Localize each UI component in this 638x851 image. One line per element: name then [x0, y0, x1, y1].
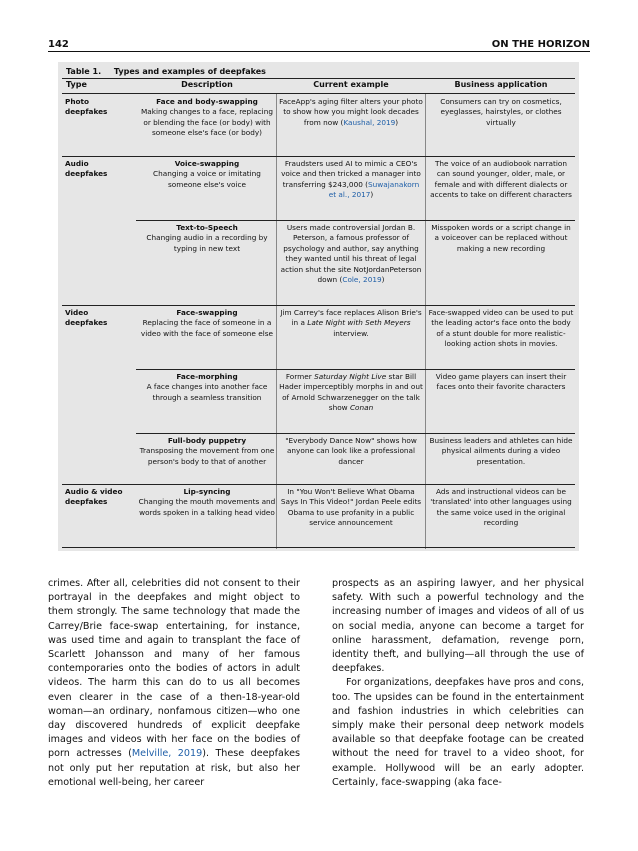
business-cell: Ads and instructional videos can be 'translated' into other languages using the same voice used in the original recording: [430, 487, 572, 528]
table-bottom-rule: [62, 547, 575, 548]
body-paragraph: For organizations, deepfakes have pros and cons, too. The upsides can be found in the entertainment and fashion industries in which celebrities can simply make their personal deep network models available so that deepfake footage can be created without the need for travel to a video shoot, for example. Hollywood will be an early adopter. Certainly, face-swapping (aka face-: [332, 677, 584, 788]
row-rule: [62, 156, 575, 157]
technique-name: Full-body puppetry: [167, 436, 247, 445]
type-cell: Video deepfakes: [65, 308, 108, 328]
business-cell: Consumers can try on cosmetics, eyeglasses, hairstyles, or clothes virtually: [440, 97, 562, 127]
row-rule: [136, 369, 575, 370]
description-cell: Face-swapping Replacing the face of someone in a video with the face of someone else: [138, 308, 276, 339]
column-separator: [276, 94, 277, 549]
table-header-rule: [62, 93, 575, 94]
row-rule: [136, 220, 575, 221]
body-column-left: [48, 577, 300, 790]
description-cell: Full-body puppetry Transposing the movement from one person's body to that of another: [139, 436, 275, 466]
business-cell: Face-swapped video can be used to put the leading actor's face onto the body of a stunt double for more realistic-looking action shots in movies.: [428, 308, 574, 349]
col-header-business: Business application: [454, 80, 548, 89]
header-rule: [48, 51, 590, 52]
row-rule: [62, 484, 575, 485]
col-header-type: Type: [66, 80, 87, 89]
table-caption: [66, 67, 266, 76]
citation-link[interactable]: Kaushal, 2019: [343, 117, 396, 127]
type-cell: Audio & video deepfakes: [65, 487, 123, 507]
type-cell: Audio deepfakes: [65, 159, 108, 179]
table-1: [58, 62, 579, 551]
technique-name: Face and body-swapping: [156, 97, 258, 106]
description-cell: Lip-syncing Changing the mouth movements and words spoken in a talking head video: [138, 487, 276, 517]
description-cell: Text-to-Speech Changing audio in a recording by typing in new text: [138, 223, 276, 254]
business-cell: Video game players can insert their faces onto their favorite characters: [435, 372, 567, 392]
description-cell: Voice-swapping Changing a voice or imitating someone else's voice: [138, 159, 276, 190]
example-cell: Former Saturday Night Live star Bill Hader imperceptibly morphs in and out of Arnold Schwarzenegger on the talk show Conan: [279, 372, 423, 413]
col-header-example: Current example: [313, 80, 389, 89]
technique-name: Face-morphing: [176, 372, 238, 381]
example-cell: Users made controversial Jordan B. Peterson, a famous professor of psychology and author, say anything they wanted until his threat of legal action shut the site NotJordanPeterson down (Cole, 2019): [280, 223, 422, 285]
example-cell: Jim Carrey's face replaces Alison Brie's in a Late Night with Seth Meyers interview.: [280, 308, 422, 338]
col-header-description: Description: [181, 80, 233, 89]
page-number: 142: [48, 39, 69, 50]
technique-name: Face-swapping: [176, 308, 238, 317]
body-paragraph: crimes. After all, celebrities did not consent to their portrayal in the deepfakes and might object to them strongly. The same technology that made the Carrey/Brie face-swap entertaining, for instance, was used time and again to transplant the face of Scarlett Johansson and many of her famous contemporaries onto the bodies of actors in adult videos. The harm this can do to us all becomes even clearer in the case of a then-18-year-old woman—an ordinary, nonfamous citizen—who one day discovered hundreds of explicit deepfake images and videos with her face on the bodies of porn actresses (Melville, 2019). These deepfakes not only put her reputation at risk, but also her emotional well-being, her career: [48, 578, 300, 788]
technique-name: Lip-syncing: [183, 487, 231, 496]
example-cell: Fraudsters used AI to mimic a CEO's voice and then tricked a manager into transferring $243,000 (Suwajanakorn et al., 2017): [281, 159, 421, 200]
example-cell: In "You Won't Believe What Obama Says In This Video!" Jordan Peele edits Obama to use profanity in a public service announcement: [280, 487, 422, 528]
technique-name: Text-to-Speech: [176, 223, 238, 232]
description-cell: Face and body-swapping Making changes to a face, replacing or blending the face (or body) with someone else's face (or body): [138, 97, 276, 139]
business-cell: Misspoken words or a script change in a voiceover can be replaced without making a new recording: [431, 223, 571, 253]
description-cell: Face-morphing A face changes into another face through a seamless transition: [138, 372, 276, 403]
type-cell: Photo deepfakes: [65, 97, 108, 117]
business-cell: Business leaders and athletes can hide physical ailments during a video presentation.: [429, 436, 573, 466]
row-rule: [136, 433, 575, 434]
technique-name: Voice-swapping: [174, 159, 240, 168]
citation-link[interactable]: Suwajanakorn et al., 2017: [328, 179, 420, 200]
business-cell: The voice of an audiobook narration can sound younger, older, male, or female and with different dialects or accents to take on different characters: [430, 159, 572, 200]
citation-link[interactable]: Melville, 2019: [131, 748, 203, 760]
citation-link[interactable]: Cole, 2019: [342, 275, 382, 285]
body-paragraph: prospects as an aspiring lawyer, and her physical safety. With such a powerful technology and the increasing number of images and videos of all of us on social media, anyone can become a target for online harassment, defamation, revenge porn, identity theft, and bullying—all through the use of deepfakes.: [332, 578, 584, 675]
table-title: Types and examples of deepfakes: [113, 67, 266, 76]
example-cell: FaceApp's aging filter alters your photo to show how you might look decades from now (Kaushal, 2019): [279, 97, 423, 127]
journal-title: ON THE HORIZON: [491, 39, 590, 50]
table-header-row: [58, 78, 579, 93]
page-header: [48, 34, 590, 50]
body-column-right: [332, 577, 584, 790]
row-rule: [62, 305, 575, 306]
example-cell: "Everybody Dance Now" shows how anyone can look like a professional dancer: [285, 436, 417, 466]
column-separator: [425, 94, 426, 549]
table-number: Table 1.: [66, 67, 102, 76]
